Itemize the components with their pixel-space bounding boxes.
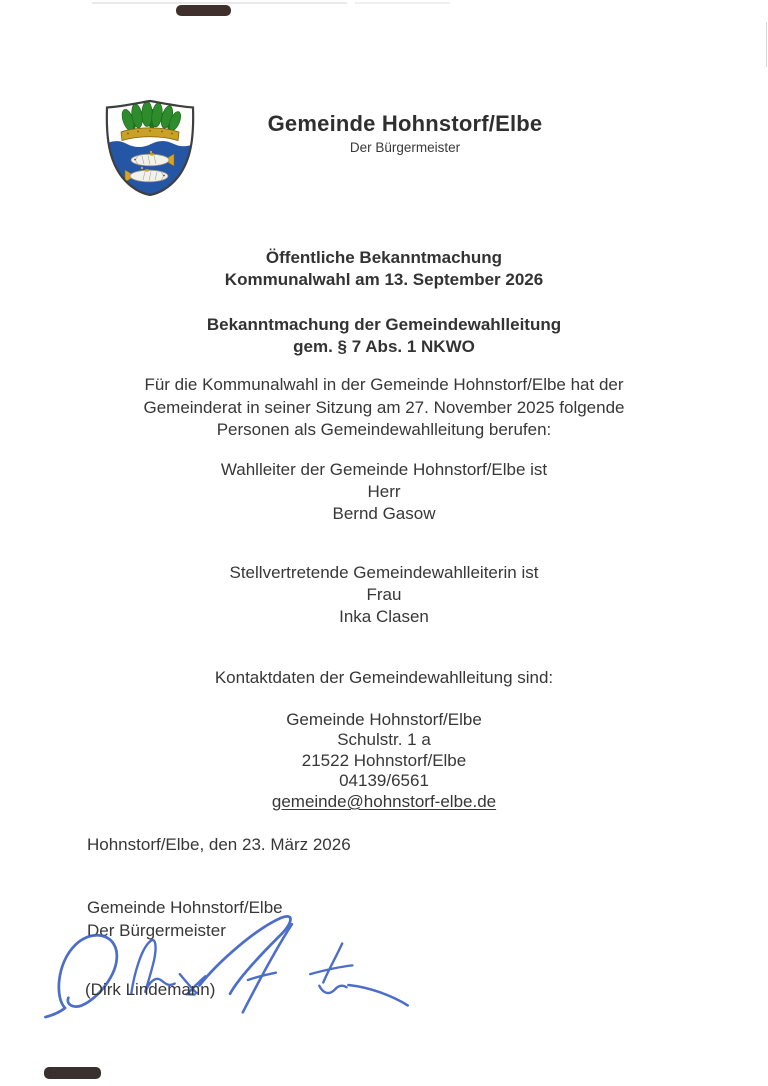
announcement-subheading [0, 314, 768, 357]
scan-mark-bottom [44, 1067, 101, 1079]
letterhead-title: Gemeinde Hohnstorf/Elbe [267, 111, 543, 136]
stellvertreterin-line-2: Frau [366, 585, 402, 604]
contact-street: Schulstr. 1 a [337, 730, 431, 750]
closing-org-line-2: Der Bürgermeister [87, 921, 226, 940]
dateline: Hohnstorf/Elbe, den 23. März 2026 [87, 835, 351, 854]
scan-line-right-edge [766, 22, 768, 67]
scan-streak-top-2 [355, 2, 450, 4]
handwritten-signature [40, 890, 600, 1020]
heading-line-1: Öffentliche Bekanntmachung [265, 248, 503, 267]
contact-city: 21522 Hohnstorf/Elbe [301, 750, 467, 770]
closing-org-line-1: Gemeinde Hohnstorf/Elbe [87, 898, 283, 917]
coat-of-arms [104, 99, 196, 196]
stellvertreterin-name: Inka Clasen [339, 607, 429, 626]
wahlleiter-line-1: Wahlleiter der Gemeinde Hohnstorf/Elbe ist [220, 460, 548, 479]
scan-mark-top [176, 5, 231, 16]
heading-line-2: Kommunalwahl am 13. September 2026 [224, 269, 544, 289]
wahlleiter-line-2: Herr [367, 482, 401, 501]
stellvertreterin-line-1: Stellvertretende Gemeindewahlleiterin ist [229, 563, 539, 582]
subheading-line-2: gem. § 7 Abs. 1 NKWO [293, 336, 475, 356]
contact-heading: Kontaktdaten der Gemeindewahlleitung sind: [214, 668, 554, 687]
contact-phone: 04139/6561 [339, 771, 429, 791]
signer-name: (Dirk Lindemann) [85, 980, 216, 999]
letterhead-subtitle: Der Bürgermeister [349, 140, 461, 155]
subheading-line-1: Bekanntmachung der Gemeindewahlleitung [206, 315, 562, 334]
wahlleiter-name: Bernd Gasow [332, 504, 436, 523]
stellvertreterin-block [0, 562, 768, 628]
intro-paragraph: Für die Kommunalwahl in der Gemeinde Hohnstorf/Elbe hat der Gemeinderat in seiner Sitzung am 27. November 2025 folgende Personen als Gemeindewahlleitung berufen: [143, 375, 625, 439]
contact-block [0, 710, 768, 812]
contact-name: Gemeinde Hohnstorf/Elbe [286, 710, 482, 729]
wahlleiter-block [0, 459, 768, 525]
contact-email-link[interactable]: gemeinde@hohnstorf-elbe.de [271, 791, 497, 811]
scan-streak-top [92, 2, 347, 4]
announcement-heading [0, 247, 768, 290]
